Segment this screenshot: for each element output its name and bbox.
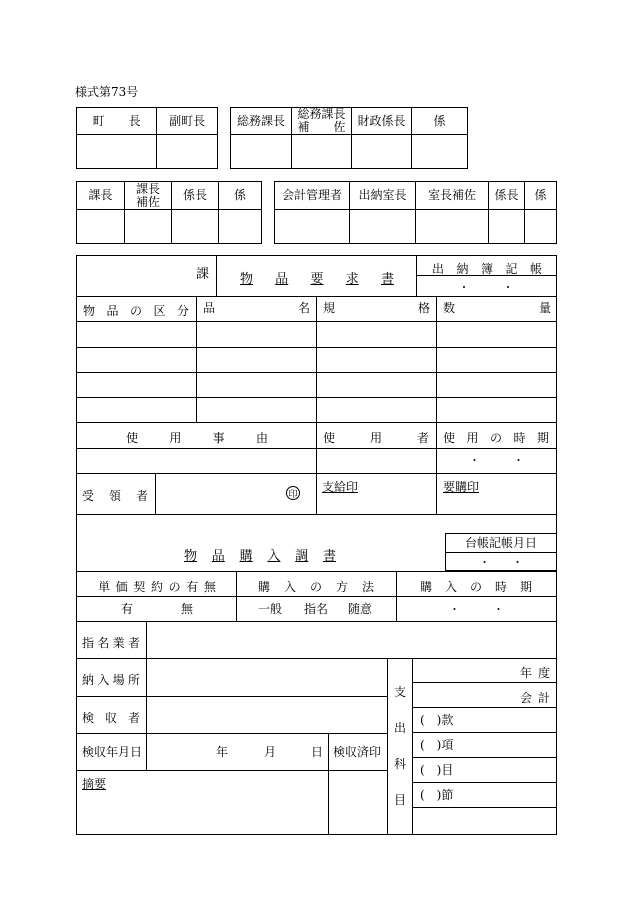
spread-char: 約 xyxy=(150,580,163,594)
day-label: 日 xyxy=(311,745,324,759)
supply-seal-label: 支給印 xyxy=(322,480,359,494)
spread-char: 期 xyxy=(536,431,549,445)
spread-char: 出 xyxy=(432,262,445,276)
usage-reason-header xyxy=(126,429,268,446)
ledger-date-label: 台帳記帳月日 xyxy=(464,536,537,550)
approval-header: 係 xyxy=(412,108,468,135)
department-suffix: 課 xyxy=(196,267,210,282)
spec-header-right: 格 xyxy=(418,301,431,315)
approval-header: 課長 補佐 xyxy=(125,182,172,210)
approval-seal-cell[interactable] xyxy=(157,135,218,169)
usage-period-date[interactable]: ・ ・ xyxy=(469,454,524,467)
spread-char: 有 xyxy=(186,580,199,594)
spread-char: 者 xyxy=(135,489,148,503)
spread-char: 用 xyxy=(169,431,182,445)
spread-char: 者 xyxy=(127,636,140,650)
purchase-method-header xyxy=(258,578,374,595)
spread-char: 書 xyxy=(322,549,336,564)
approval-box-top-right xyxy=(230,107,468,169)
approval-seal-cell[interactable] xyxy=(489,210,525,244)
approval-header: 課長 xyxy=(77,182,125,210)
method-general[interactable]: 一般 xyxy=(258,602,283,616)
spread-char: 由 xyxy=(255,431,268,445)
approval-header: 総務課長 補 佐 xyxy=(292,108,352,135)
spread-char: 法 xyxy=(361,580,374,594)
spread-char: 用 xyxy=(466,431,479,445)
year-label: 年 xyxy=(216,745,229,759)
spread-char: 購 xyxy=(239,549,253,564)
spread-char: 検 xyxy=(82,711,95,725)
spread-char: 年 xyxy=(520,666,533,680)
spread-char: 入 xyxy=(444,580,457,594)
spread-char: 会 xyxy=(520,691,533,705)
delivery-place-label xyxy=(82,671,140,688)
approval-seal-cell[interactable] xyxy=(219,210,262,244)
spread-char: 区 xyxy=(153,304,166,318)
purchase-period-header xyxy=(420,578,532,595)
vendor-label xyxy=(82,634,140,651)
spread-char: 場 xyxy=(112,673,125,687)
spread-char: の xyxy=(489,431,502,445)
spread-char: 書 xyxy=(380,272,394,287)
spread-char: 求 xyxy=(345,272,359,287)
approval-seal-cell[interactable] xyxy=(77,210,125,244)
unit-price-contract-header xyxy=(98,578,216,595)
fiscal-year-label xyxy=(520,664,550,681)
purchase-seal-label: 要購印 xyxy=(443,480,480,494)
quantity-header-right: 量 xyxy=(539,301,552,315)
approval-header: 係長 xyxy=(172,182,219,210)
spread-char: 品 xyxy=(275,272,289,287)
spread-char: の xyxy=(469,580,482,594)
receiver-label xyxy=(82,487,148,504)
account-label xyxy=(520,689,550,706)
spread-char: 簿 xyxy=(480,262,493,276)
spread-char: 納 xyxy=(82,673,95,687)
spread-char: 業 xyxy=(112,636,125,650)
method-designated[interactable]: 指名 xyxy=(304,602,329,616)
approval-header: 総務課長 xyxy=(231,108,292,135)
spread-char: の xyxy=(129,304,142,318)
expense-label-char: 出 xyxy=(394,721,407,735)
spread-char: 使 xyxy=(443,431,456,445)
spread-char: 指 xyxy=(82,636,95,650)
approval-box-mid-left xyxy=(76,181,262,244)
approval-seal-cell[interactable] xyxy=(350,210,416,244)
moku-field[interactable]: ( )目 xyxy=(420,763,454,777)
spread-char: 使 xyxy=(126,431,139,445)
spread-char: 帳 xyxy=(529,262,542,276)
approval-seal-cell[interactable] xyxy=(231,135,292,169)
month-label: 月 xyxy=(264,745,277,759)
approval-box-mid-right xyxy=(274,181,557,244)
approval-header: 財政係長 xyxy=(352,108,412,135)
approval-header: 会計管理者 xyxy=(275,182,350,210)
spread-char: 所 xyxy=(127,673,140,687)
user-header xyxy=(323,429,429,446)
approval-seal-cell[interactable] xyxy=(412,135,468,169)
spread-char: 入 xyxy=(97,673,110,687)
expense-label-char: 支 xyxy=(394,685,407,699)
inspector-field[interactable] xyxy=(147,697,386,732)
spread-char: 調 xyxy=(295,549,309,564)
spread-char: 者 xyxy=(127,711,140,725)
spread-char: 入 xyxy=(267,549,281,564)
setsu-field[interactable]: ( )節 xyxy=(420,788,454,802)
spread-char: の xyxy=(309,580,322,594)
contract-yes[interactable]: 有 xyxy=(121,602,134,616)
spread-char: 物 xyxy=(240,272,254,287)
spread-char: 品 xyxy=(106,304,119,318)
form-number: 様式第73号 xyxy=(75,85,139,99)
vendor-field[interactable] xyxy=(147,622,556,657)
spread-char: 度 xyxy=(537,666,550,680)
approval-seal-cell[interactable] xyxy=(77,135,157,169)
seal-mark-icon: 印 xyxy=(286,486,300,500)
spread-char: 納 xyxy=(456,262,469,276)
inspection-date-label: 検収年月日 xyxy=(82,745,143,759)
approval-seal-cell[interactable] xyxy=(172,210,219,244)
spread-char: 事 xyxy=(212,431,225,445)
spread-char: 入 xyxy=(283,580,296,594)
usage-period-header xyxy=(443,429,549,446)
purchase-period-date[interactable]: ・ ・ xyxy=(449,603,504,616)
spread-char: 時 xyxy=(513,431,526,445)
spread-char: 契 xyxy=(133,580,146,594)
approval-header: 係 xyxy=(525,182,557,210)
summary-field[interactable] xyxy=(77,794,327,834)
approval-seal-cell[interactable] xyxy=(125,210,172,244)
item-name-header-right: 名 xyxy=(298,301,311,315)
approval-seal-cell[interactable] xyxy=(525,210,557,244)
delivery-place-field[interactable] xyxy=(147,659,386,695)
inspected-seal-label: 検収済印 xyxy=(333,745,382,759)
ledger-date[interactable]: ・ ・ xyxy=(458,281,514,294)
item-category-header xyxy=(83,302,189,319)
method-negotiated[interactable]: 随意 xyxy=(348,602,373,616)
approval-header: 係長 xyxy=(489,182,525,210)
summary-label: 摘要 xyxy=(82,777,107,791)
spread-char: 要 xyxy=(310,272,324,287)
approval-header: 係 xyxy=(219,182,262,210)
contract-no[interactable]: 無 xyxy=(181,602,194,616)
request-title xyxy=(240,268,394,287)
kan-field[interactable]: ( )款 xyxy=(420,713,454,727)
approval-header: 室長補佐 xyxy=(416,182,489,210)
spread-char: の xyxy=(168,580,181,594)
spread-char: 物 xyxy=(184,549,198,564)
quantity-header-left: 数 xyxy=(443,301,456,315)
spec-header-left: 規 xyxy=(323,301,336,315)
spread-char: 分 xyxy=(176,304,189,318)
ledger-label xyxy=(432,260,542,277)
approval-seal-cell[interactable] xyxy=(352,135,412,169)
expense-label-char: 科 xyxy=(394,757,407,771)
spread-char: 単 xyxy=(98,580,111,594)
inspector-label xyxy=(82,709,140,726)
spread-char: 価 xyxy=(115,580,128,594)
spread-char: 購 xyxy=(420,580,433,594)
spread-char: 購 xyxy=(258,580,271,594)
spread-char: 用 xyxy=(369,431,382,445)
approval-header: 町 長 xyxy=(77,108,157,135)
spread-char: 収 xyxy=(104,711,117,725)
purchase-title xyxy=(184,545,336,564)
spread-char: 受 xyxy=(82,489,95,503)
approval-seal-cell[interactable] xyxy=(416,210,489,244)
approval-header: 出納室長 xyxy=(350,182,416,210)
ledger-date-value[interactable]: ・ ・ xyxy=(479,556,523,569)
spread-char: 無 xyxy=(203,580,216,594)
ko-field[interactable]: ( )項 xyxy=(420,738,454,752)
approval-seal-cell[interactable] xyxy=(275,210,350,244)
spread-char: 期 xyxy=(519,580,532,594)
spread-char: 物 xyxy=(83,304,96,318)
spread-char: 計 xyxy=(537,691,550,705)
spread-char: 名 xyxy=(97,636,110,650)
expense-label-char: 目 xyxy=(394,793,407,807)
item-row[interactable] xyxy=(77,322,556,421)
spread-char: 者 xyxy=(416,431,429,445)
spread-char: 時 xyxy=(494,580,507,594)
approval-box-top-left xyxy=(76,107,218,169)
spread-char: 記 xyxy=(505,262,518,276)
spread-char: 使 xyxy=(323,431,336,445)
approval-header: 副町長 xyxy=(157,108,218,135)
spread-char: 方 xyxy=(335,580,348,594)
approval-seal-cell[interactable] xyxy=(292,135,352,169)
spread-char: 品 xyxy=(211,549,225,564)
spread-char: 領 xyxy=(108,489,121,503)
item-name-header-left: 品 xyxy=(203,301,216,315)
